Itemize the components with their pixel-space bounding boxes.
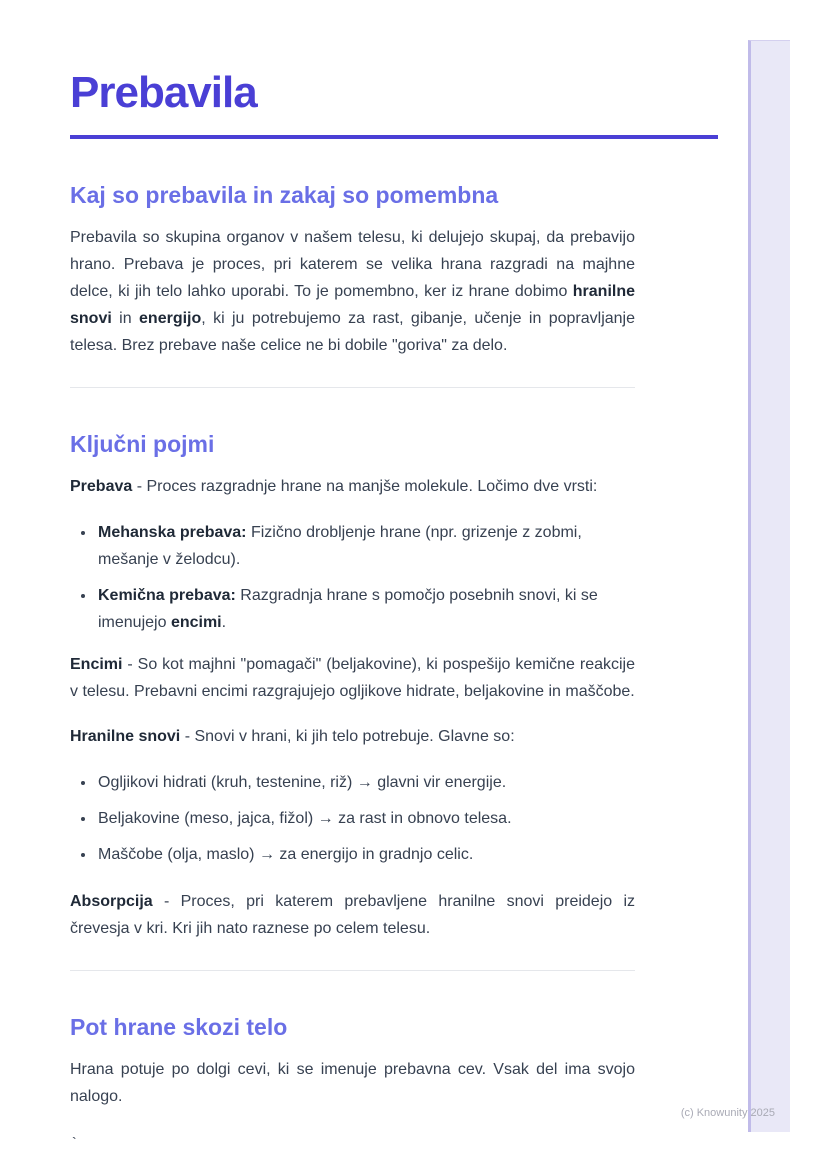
page-title: Prebavila [70, 68, 257, 117]
intro-paragraph: Prebavila so skupina organov v našem telesu, ki delujejo skupaj, da prebavijo hrano. Prebava je proces, pri katerem se velika hrana razgradi na majhne delce, ki jih telo lahko uporabi. To je pomembno, ker iz hrane dobimo hranilne snovi in energijo, ki ju potrebujemo za rast, gibanje, učenje in popravljanje telesa. Brez prebave naše celice ne bi dobile "goriva" za delo. [70, 229, 636, 354]
term-prebava-paragraph: Prebava - Proces razgradnje hrane na manjše molekule. Ločimo dve vrsti: [70, 478, 598, 495]
section-divider [70, 970, 635, 971]
term-encimi-paragraph: Encimi - So kot majhni "pomagači" (beljakovine), ki pospešijo kemične reakcije v telesu. Prebavni encimi razgrajujejo ogljikove hidrate, beljakovine in maščobe. [70, 656, 635, 700]
section-divider [70, 387, 635, 388]
path-paragraph: Hrana potuje po dolgi cevi, ki se imenuje prebavna cev. Vsak del ima svojo nalogo. [70, 1061, 635, 1105]
term-hranilne-paragraph: Hranilne snovi - Snovi v hrani, ki jih telo potrebuje. Glavne so: [70, 728, 515, 745]
term-absorpcija-paragraph: Absorpcija - Proces, pri katerem prebavljene hranilne snovi preidejo iz črevesja v kri. Kri jih nato raznese po celem telesu. [70, 893, 635, 937]
list-item: • Maščobe (olja, maslo) → za energijo in gradnjo celic. [96, 841, 635, 868]
section-heading-path: Pot hrane skozi telo [70, 1014, 288, 1040]
list-item: • Kemična prebava: Razgradnja hrane s pomočjo posebnih snovi, ki se imenujejo encimi. [96, 582, 635, 636]
digestion-types-list [70, 519, 635, 636]
section-heading-terms: Ključni pojmi [70, 431, 215, 457]
page-edge-stripe [748, 40, 790, 1132]
stray-backtick-character: ` [72, 1134, 77, 1150]
list-item: • Ogljikovi hidrati (kruh, testenine, riž) → glavni vir energije. [96, 769, 635, 796]
list-item: • Mehanska prebava: Fizično drobljenje hrane (npr. grizenje z zobmi, mešanje v želodcu). [96, 519, 635, 573]
list-item: • Beljakovine (meso, jajca, fižol) → za rast in obnovo telesa. [96, 805, 635, 832]
title-underline-rule [70, 135, 718, 139]
document-body [70, 68, 718, 1152]
section-heading-intro: Kaj so prebavila in zakaj so pomembna [70, 182, 499, 208]
copyright-footer: (c) Knowunity 2025 [680, 1107, 775, 1119]
nutrients-list [70, 769, 635, 868]
